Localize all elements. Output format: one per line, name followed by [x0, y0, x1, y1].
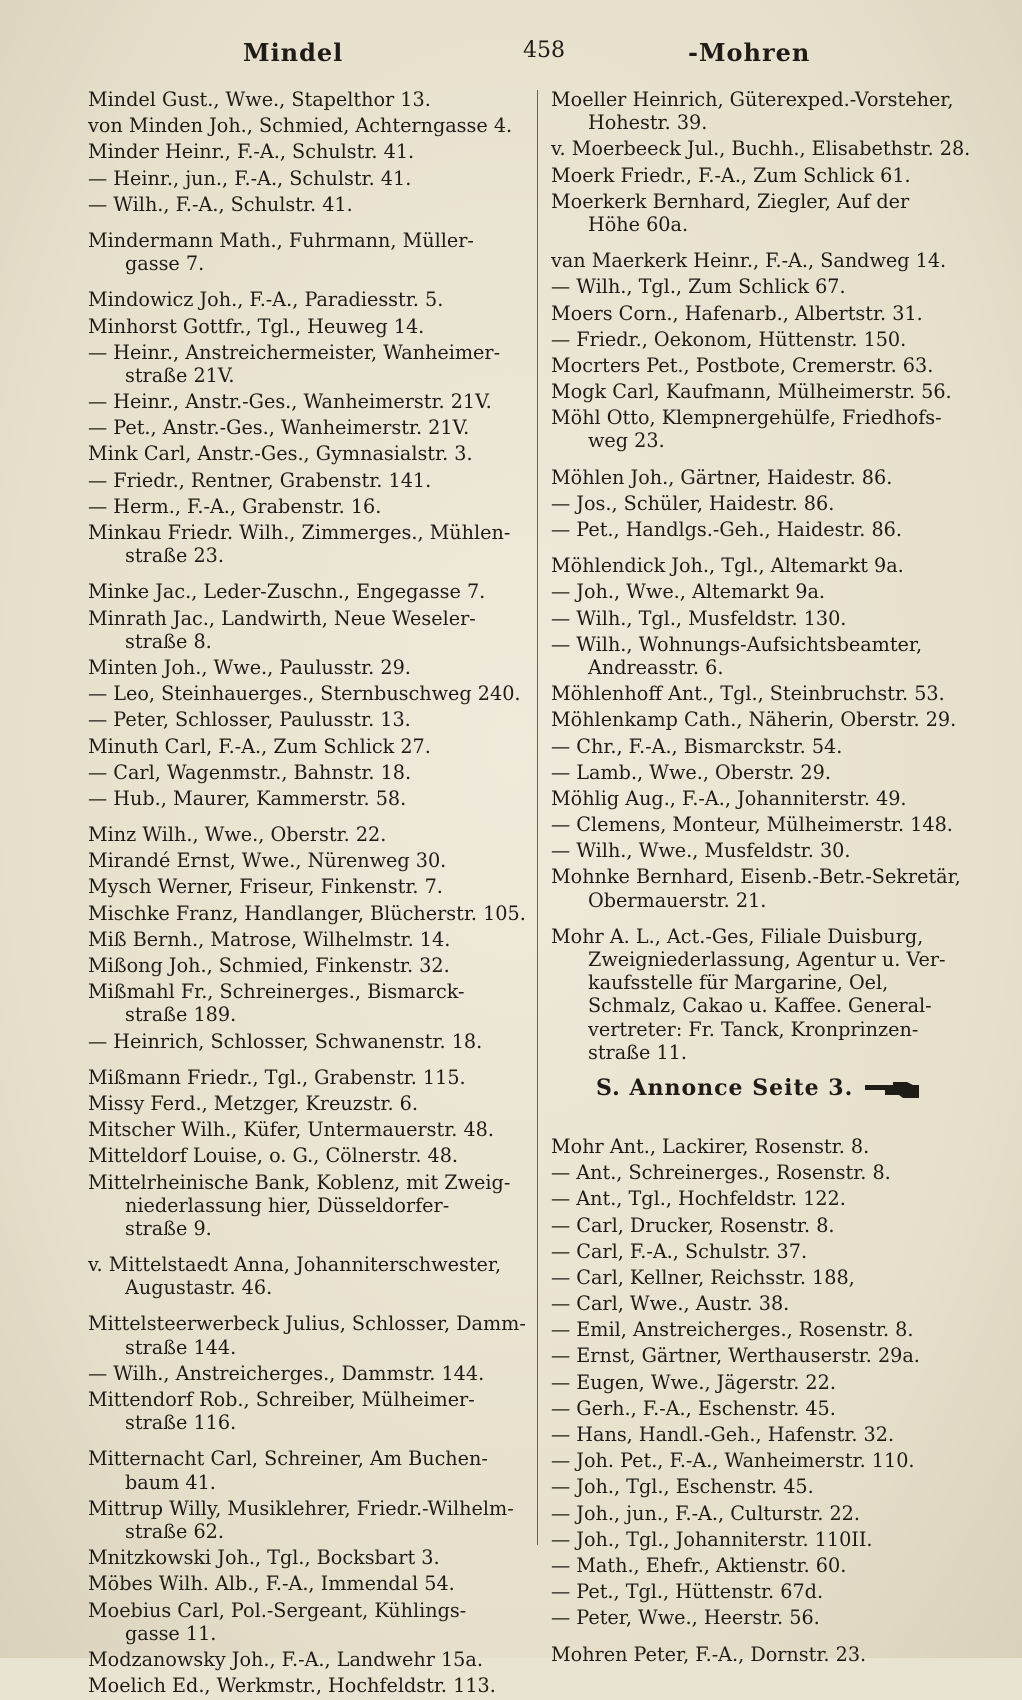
directory-entry: [88, 469, 518, 492]
directory-entry: [551, 1266, 976, 1289]
directory-entry: [551, 88, 976, 134]
entry-continuation-line: Andreasstr. 6.: [588, 655, 724, 679]
entry-line: Mysch Werner, Friseur, Finkenstr. 7.: [88, 875, 443, 899]
entry-line: — Carl, Drucker, Rosenstr. 8.: [551, 1213, 835, 1237]
entry-line: Möhlig Aug., F.-A., Johanniterstr. 49.: [551, 786, 907, 810]
entry-line: v. Moerbeeck Jul., Buchh., Elisabethstr. 28.: [551, 137, 971, 161]
directory-entry: [88, 229, 518, 275]
directory-entry: [551, 380, 976, 403]
directory-entry: [88, 416, 518, 439]
entry-line: Möhlen Joh., Gärtner, Haidestr. 86.: [551, 465, 893, 489]
entry-line: Möhlendick Joh., Tgl., Altemarkt 9a.: [551, 554, 904, 578]
entry-line: Modzanowsky Joh., F.-A., Landwehr 15a.: [88, 1647, 483, 1671]
directory-entry: [88, 1312, 526, 1359]
entry-line: Missy Ferd., Metzger, Kreuzstr. 6.: [88, 1091, 418, 1115]
entry-line: Mindel Gust., Wwe., Stapelthor 13.: [88, 88, 431, 111]
entry-continuation-line: straße 116.: [125, 1411, 237, 1435]
directory-entry: [551, 761, 976, 784]
entry-line: Mohr Ant., Lackirer, Rosenstr. 8.: [551, 1134, 870, 1158]
entry-line: Möbes Wilh. Alb., F.-A., Immendal 54.: [88, 1572, 455, 1596]
entry-gap: [88, 278, 518, 288]
entry-continuation-line: gasse 7.: [125, 252, 205, 276]
directory-entry: [88, 849, 518, 872]
entry-line: Mittrup Willy, Musiklehrer, Friedr.-Wilhelm-: [88, 1496, 514, 1520]
directory-entry: [88, 140, 518, 163]
directory-entry: [88, 735, 518, 758]
directory-entry: [551, 1502, 976, 1525]
entry-gap: [551, 456, 976, 466]
directory-entry: [551, 249, 976, 272]
entry-line: Mohnke Bernhard, Eisenb.-Betr.-Sekretär,: [551, 865, 961, 889]
entry-line: — Ernst, Gärtner, Werthauserstr. 29a.: [551, 1344, 920, 1368]
entry-line: Minten Joh., Wwe., Paulusstr. 29.: [88, 655, 411, 679]
entry-line: — Heinr., Anstreichermeister, Wanheimer-: [88, 340, 501, 364]
page-header: [88, 38, 972, 74]
column-divider: [537, 90, 538, 1545]
directory-entry: [88, 980, 518, 1026]
directory-entry: [551, 1371, 976, 1394]
directory-entry: [88, 580, 518, 603]
directory-entry: [88, 1144, 518, 1167]
entry-line: — Heinr., Anstr.-Ges., Wanheimerstr. 21V.: [88, 390, 492, 414]
header-left-keyword: Mindel: [243, 38, 344, 67]
entry-line: Mocrters Pet., Postbote, Cremerstr. 63.: [551, 353, 934, 377]
entry-line: Möhlenhoff Ant., Tgl., Steinbruchstr. 53.: [551, 682, 945, 706]
directory-entry: [551, 1240, 976, 1263]
entry-continuation-line: Zweigniederlassung, Agentur u. Ver-: [588, 948, 946, 971]
annonce-text: S. Annonce Seite 3.: [596, 1074, 854, 1101]
directory-entry: [88, 901, 526, 925]
directory-entry: [88, 875, 518, 898]
directory-entry: [551, 164, 976, 187]
entry-continuation-line: weg 23.: [588, 429, 665, 453]
entry-line: — Herm., F.-A., Grabenstr. 16.: [88, 494, 382, 518]
entry-continuation-line: baum 41.: [125, 1470, 216, 1494]
entry-line: Mittelsteerwerbeck Julius, Schlosser, Damm-: [88, 1312, 526, 1336]
entry-gap: [88, 1056, 518, 1066]
directory-entry: [88, 288, 518, 311]
entry-continuation-line: straße 21V.: [125, 363, 235, 387]
entry-line: — Heinr., jun., F.-A., Schulstr. 41.: [88, 166, 412, 190]
entry-line: Mink Carl, Anstr.-Ges., Gymnasialstr. 3.: [88, 442, 473, 466]
entry-continuation-line: Schmalz, Cakao u. Kaffee. General-: [588, 994, 932, 1018]
directory-entry: [88, 1546, 518, 1569]
entry-line: — Friedr., Oekonom, Hüttenstr. 150.: [551, 327, 907, 351]
entry-gap: [88, 570, 518, 580]
entry-line: — Pet., Handlgs.-Geh., Haidestr. 86.: [551, 518, 902, 541]
entry-gap: [88, 1437, 518, 1447]
entry-line: Moebius Carl, Pol.-Sergeant, Kühlings-: [88, 1598, 467, 1622]
entry-line: — Hans, Handl.-Geh., Hafenstr. 32.: [551, 1423, 895, 1446]
entry-line: — Wilh., Wwe., Musfeldstr. 30.: [551, 839, 851, 863]
directory-entry: [88, 114, 518, 137]
entry-gap: [551, 544, 976, 554]
directory-entry: [551, 925, 976, 1064]
entry-continuation-line: Höhe 60a.: [588, 212, 689, 236]
directory-entry: [88, 315, 518, 338]
directory-entry: [551, 190, 976, 236]
directory-entry: [88, 442, 518, 465]
entry-line: Mittendorf Rob., Schreiber, Mülheimer-: [88, 1388, 475, 1411]
directory-entry: [88, 1388, 518, 1434]
directory-entry: [551, 1528, 976, 1551]
directory-entry: [88, 656, 518, 679]
entry-line: Moelich Ed., Werkmstr., Hochfeldstr. 113.: [88, 1674, 496, 1698]
directory-entry: [551, 1449, 976, 1472]
directory-entry: [551, 354, 976, 377]
entry-line: von Minden Joh., Schmied, Achterngasse 4.: [88, 114, 513, 138]
entry-gap: [551, 915, 976, 925]
entry-continuation-line: straße 8.: [125, 629, 212, 653]
entry-continuation-line: gasse 11.: [125, 1621, 217, 1645]
directory-entry: [551, 275, 976, 298]
entry-line: — Pet., Anstr.-Ges., Wanheimerstr. 21V.: [88, 416, 470, 440]
entry-continuation-line: Obermauerstr. 21.: [588, 888, 767, 912]
annonce-reference: [551, 1067, 976, 1135]
directory-entry: [88, 1030, 518, 1053]
directory-entry: [88, 1447, 518, 1493]
entry-line: Mohren Peter, F.-A., Dornstr. 23.: [551, 1642, 867, 1666]
entry-gap: [551, 1633, 976, 1643]
directory-entry: [551, 1344, 976, 1367]
entry-line: Moerkerk Bernhard, Ziegler, Auf der: [551, 189, 910, 213]
entry-continuation-line: vertreter: Fr. Tanck, Kronprinzen-: [588, 1017, 919, 1041]
directory-entry: [551, 865, 976, 911]
entry-line: — Wilh., Wohnungs-Aufsichtsbeamter,: [551, 632, 923, 656]
entry-line: Möhlenkamp Cath., Näherin, Oberstr. 29.: [551, 708, 957, 732]
directory-entry: [551, 406, 976, 452]
directory-entry: [88, 1092, 518, 1115]
directory-entry: [551, 580, 976, 603]
entry-line: — Gerh., F.-A., Eschenstr. 45.: [551, 1396, 836, 1420]
entry-line: Minke Jac., Leder-Zuschn., Engegasse 7.: [88, 580, 486, 604]
directory-entry: [88, 1497, 518, 1543]
directory-entry: [551, 1475, 976, 1498]
entry-line: — Emil, Anstreicherges., Rosenstr. 8.: [551, 1318, 914, 1342]
directory-entry: [88, 1118, 518, 1141]
entry-continuation-line: straße 144.: [125, 1335, 237, 1359]
directory-entry: [88, 1171, 518, 1241]
entry-line: — Eugen, Wwe., Jägerstr. 22.: [551, 1370, 836, 1394]
entry-continuation-line: straße 62.: [125, 1519, 224, 1543]
entry-line: Mißong Joh., Schmied, Finkenstr. 32.: [88, 954, 450, 977]
left-column: [88, 88, 526, 1700]
directory-entry: [88, 682, 521, 706]
directory-entry: [88, 607, 518, 653]
directory-entry: [88, 787, 518, 810]
directory-entry: [88, 193, 518, 216]
entry-line: — Leo, Steinhauerges., Sternbuschweg 240.: [88, 682, 521, 706]
header-right-keyword: -Mohren: [688, 38, 811, 67]
entry-line: Minuth Carl, F.-A., Zum Schlick 27.: [88, 734, 431, 758]
page-number: 458: [523, 38, 565, 63]
directory-entry: [551, 682, 976, 705]
entry-line: Mohr A. L., Act.-Ges, Filiale Duisburg,: [551, 924, 924, 948]
entry-line: — Ant., Tgl., Hochfeldstr. 122.: [551, 1187, 846, 1211]
directory-entry: [551, 1214, 976, 1237]
directory-entry: [551, 466, 976, 489]
entry-line: Mogk Carl, Kaufmann, Mülheimerstr. 56.: [551, 380, 952, 404]
entry-gap: [88, 813, 518, 823]
directory-entry: [88, 1674, 518, 1697]
entry-continuation-line: niederlassung hier, Düsseldorfer-: [125, 1193, 450, 1217]
entry-line: — Joh. Pet., F.-A., Wanheimerstr. 110.: [551, 1449, 915, 1473]
entry-line: Minhorst Gottfr., Tgl., Heuweg 14.: [88, 314, 425, 338]
entry-line: — Joh., jun., F.-A., Culturstr. 22.: [551, 1501, 860, 1525]
entry-line: Mindowicz Joh., F.-A., Paradiesstr. 5.: [88, 288, 444, 312]
entry-gap: [551, 239, 976, 249]
entry-line: Mirandé Ernst, Wwe., Nürenweg 30.: [88, 849, 447, 873]
directory-entry: [88, 167, 518, 190]
directory-entry: [551, 1397, 976, 1420]
entry-line: — Joh., Tgl., Johanniterstr. 110II.: [551, 1527, 873, 1551]
entry-line: — Wilh., Tgl., Zum Schlick 67.: [551, 275, 846, 299]
entry-continuation-line: kaufsstelle für Margarine, Oel,: [588, 971, 889, 995]
directory-entry: [551, 518, 976, 541]
directory-entry: [88, 708, 518, 731]
entry-line: Mindermann Math., Fuhrmann, Müller-: [88, 228, 474, 252]
directory-entry: [551, 708, 976, 731]
entry-line: — Joh., Tgl., Eschenstr. 45.: [551, 1475, 814, 1499]
entry-continuation-line: Augustastr. 46.: [125, 1276, 273, 1300]
entry-continuation-line: Hohestr. 39.: [588, 111, 708, 135]
entry-line: Minder Heinr., F.-A., Schulstr. 41.: [88, 140, 415, 164]
right-column: [551, 88, 976, 1669]
directory-entry: [551, 1423, 976, 1446]
directory-entry: [551, 1187, 976, 1210]
entry-line: — Math., Ehefr., Aktienstr. 60.: [551, 1553, 847, 1577]
directory-entry: [88, 1648, 518, 1671]
directory-entry: [551, 839, 976, 862]
entry-continuation-line: straße 9.: [125, 1216, 212, 1240]
entry-gap: [88, 1302, 518, 1312]
entry-gap: [88, 1243, 518, 1253]
entry-line: — Hub., Maurer, Kammerstr. 58.: [88, 786, 407, 810]
entry-line: — Jos., Schüler, Haidestr. 86.: [551, 491, 835, 515]
entry-gap: [88, 219, 518, 229]
directory-entry: [551, 1580, 976, 1603]
directory-entry: [551, 735, 976, 758]
entry-line: Mitteldorf Louise, o. G., Cölnerstr. 48.: [88, 1144, 459, 1168]
pointing-hand-icon: [863, 1079, 921, 1101]
entry-line: — Lamb., Wwe., Oberstr. 29.: [551, 760, 831, 784]
entry-line: — Friedr., Rentner, Grabenstr. 141.: [88, 468, 432, 492]
entry-line: van Maerkerk Heinr., F.-A., Sandweg 14.: [551, 249, 947, 273]
directory-entry: [551, 787, 976, 810]
entry-line: Mißmahl Fr., Schreinerges., Bismarck-: [88, 980, 465, 1004]
entry-line: Mitscher Wilh., Küfer, Untermauerstr. 48.: [88, 1118, 494, 1142]
directory-entry: [551, 137, 976, 160]
entry-line: Mittelrheinische Bank, Koblenz, mit Zweig-: [88, 1170, 511, 1194]
entry-line: — Wilh., F.-A., Schulstr. 41.: [88, 192, 353, 216]
directory-entry: [551, 302, 976, 325]
entry-line: Miß Bernh., Matrose, Wilhelmstr. 14.: [88, 927, 451, 951]
entry-line: — Pet., Tgl., Hüttenstr. 67d.: [551, 1580, 824, 1604]
directory-entry: [88, 88, 518, 111]
entry-line: Minkau Friedr. Wilh., Zimmerges., Mühlen-: [88, 521, 511, 544]
entry-line: Minrath Jac., Landwirth, Neue Weseler-: [88, 606, 476, 630]
directory-entry: [88, 928, 518, 951]
entry-line: — Carl, F.-A., Schulstr. 37.: [551, 1239, 808, 1263]
entry-line: Mnitzkowski Joh., Tgl., Bocksbart 3.: [88, 1546, 440, 1570]
directory-entry: [88, 1572, 518, 1595]
directory-entry: [551, 813, 976, 836]
directory-entry: [88, 823, 518, 846]
entry-line: Moers Corn., Hafenarb., Albertstr. 31.: [551, 301, 923, 325]
entry-continuation-line: straße 11.: [588, 1040, 687, 1064]
entry-line: Moerk Friedr., F.-A., Zum Schlick 61.: [551, 163, 911, 187]
entry-continuation-line: straße 23.: [125, 544, 224, 568]
directory-entry: [88, 390, 518, 413]
directory-entry: [551, 1554, 976, 1577]
directory-entry: [88, 1362, 518, 1385]
entry-line: — Chr., F.-A., Bismarckstr. 54.: [551, 734, 843, 758]
entry-line: — Joh., Wwe., Altemarkt 9a.: [551, 580, 826, 604]
directory-entry: [551, 1135, 976, 1158]
entry-continuation-line: straße 189.: [125, 1003, 237, 1027]
directory-entry: [88, 954, 518, 977]
entry-line: Möhl Otto, Klempnergehülfe, Friedhofs-: [551, 406, 942, 430]
entry-line: — Heinrich, Schlosser, Schwanenstr. 18.: [88, 1029, 483, 1053]
entry-line: — Carl, Kellner, Reichsstr. 188,: [551, 1265, 855, 1289]
directory-entry: [551, 1161, 976, 1184]
directory-entry: [551, 1606, 976, 1629]
entry-line: — Ant., Schreinerges., Rosenstr. 8.: [551, 1161, 891, 1185]
directory-entry: [551, 328, 976, 351]
entry-line: Mißmann Friedr., Tgl., Grabenstr. 115.: [88, 1065, 466, 1089]
directory-entry: [88, 1253, 518, 1299]
directory-entry: [88, 341, 518, 387]
entry-line: Mitternacht Carl, Schreiner, Am Buchen-: [88, 1447, 488, 1471]
entry-line: — Peter, Wwe., Heerstr. 56.: [551, 1606, 820, 1630]
directory-entry: [551, 607, 976, 630]
entry-line: Mischke Franz, Handlanger, Blücherstr. 105.: [88, 901, 526, 925]
directory-entry: [88, 521, 518, 567]
entry-line: — Wilh., Anstreicherges., Dammstr. 144.: [88, 1361, 485, 1385]
entry-line: — Peter, Schlosser, Paulusstr. 13.: [88, 708, 411, 732]
entry-line: Moeller Heinrich, Güterexped.-Vorsteher,: [551, 88, 954, 111]
directory-entry: [551, 1292, 976, 1315]
entry-line: Minz Wilh., Wwe., Oberstr. 22.: [88, 823, 387, 847]
directory-entry: [88, 1599, 518, 1645]
entry-line: — Carl, Wagenmstr., Bahnstr. 18.: [88, 760, 412, 784]
directory-entry: [88, 1066, 518, 1089]
directory-entry: [551, 1643, 976, 1666]
directory-entry: [88, 495, 518, 518]
entry-line: v. Mittelstaedt Anna, Johanniterschwester,: [88, 1253, 502, 1277]
directory-entry: [551, 554, 976, 577]
directory-entry: [551, 492, 976, 515]
entry-line: — Carl, Wwe., Austr. 38.: [551, 1292, 790, 1316]
directory-entry: [551, 1318, 976, 1341]
entry-line: — Wilh., Tgl., Musfeldstr. 130.: [551, 606, 847, 630]
entry-line: — Clemens, Monteur, Mülheimerstr. 148.: [551, 813, 953, 837]
directory-entry: [551, 633, 976, 679]
directory-entry: [88, 761, 518, 784]
